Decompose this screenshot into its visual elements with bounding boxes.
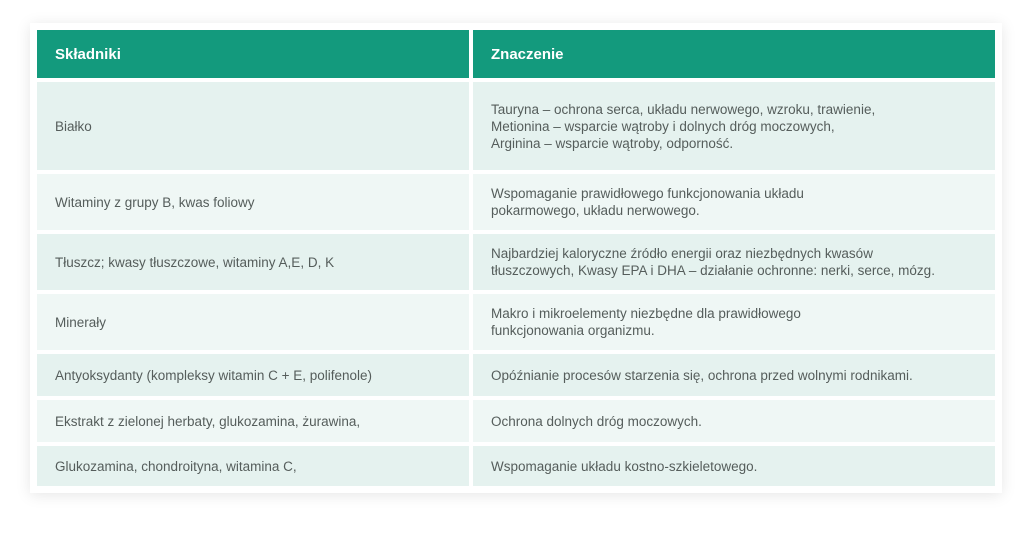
ingredient-cell: Glukozamina, chondroityna, witamina C, (37, 446, 469, 486)
ingredient-cell: Tłuszcz; kwasy tłuszczowe, witaminy A,E, D, K (37, 234, 469, 290)
ingredient-cell: Witaminy z grupy B, kwas foliowy (37, 174, 469, 230)
meaning-line: Opóźnianie procesów starzenia się, ochrona przed wolnymi rodnikami. (491, 367, 913, 383)
meaning-line: Ochrona dolnych dróg moczowych. (491, 413, 702, 429)
meaning-line: tłuszczowych, Kwasy EPA i DHA – działanie ochronne: nerki, serce, mózg. (491, 263, 935, 278)
ingredient-cell: Ekstrakt z zielonej herbaty, glukozamina, żurawina, (37, 400, 469, 442)
meaning-line: Wspomaganie prawidłowego funkcjonowania układu (491, 186, 804, 201)
ingredient-cell: Antyoksydanty (kompleksy witamin C + E, polifenole) (37, 354, 469, 396)
table-row (37, 400, 995, 442)
ingredient-cell: Minerały (37, 294, 469, 350)
table-row (37, 82, 995, 170)
meaning-cell (473, 294, 995, 350)
meaning-line: Wspomaganie układu kostno-szkieletowego. (491, 458, 758, 474)
meaning-cell (473, 400, 995, 442)
ingredient-cell: Białko (37, 82, 469, 170)
meaning-cell (473, 82, 995, 170)
header-meaning: Znaczenie (473, 30, 995, 78)
meaning-cell (473, 174, 995, 230)
table-header-row (37, 30, 995, 78)
ingredients-table (33, 26, 999, 490)
meaning-line: funkcjonowania organizmu. (491, 323, 655, 338)
table-row (37, 234, 995, 290)
meaning-line: Najbardziej kaloryczne źródło energii oraz niezbędnych kwasów (491, 246, 873, 261)
table-row (37, 446, 995, 486)
meaning-line: Tauryna – ochrona serca, układu nerwowego, wzroku, trawienie, (491, 101, 876, 117)
table-row (37, 174, 995, 230)
meaning-line: Metionina – wsparcie wątroby i dolnych dróg moczowych, (491, 118, 835, 134)
table-row (37, 354, 995, 396)
meaning-cell (473, 446, 995, 486)
meaning-cell (473, 234, 995, 290)
meaning-line: Arginina – wsparcie wątroby, odporność. (491, 135, 734, 151)
ingredients-table-card (30, 23, 1002, 493)
meaning-line: pokarmowego, układu nerwowego. (491, 203, 700, 218)
meaning-cell (473, 354, 995, 396)
header-ingredients: Składniki (37, 30, 469, 78)
table-row (37, 294, 995, 350)
meaning-line: Makro i mikroelementy niezbędne dla prawidłowego (491, 306, 801, 321)
